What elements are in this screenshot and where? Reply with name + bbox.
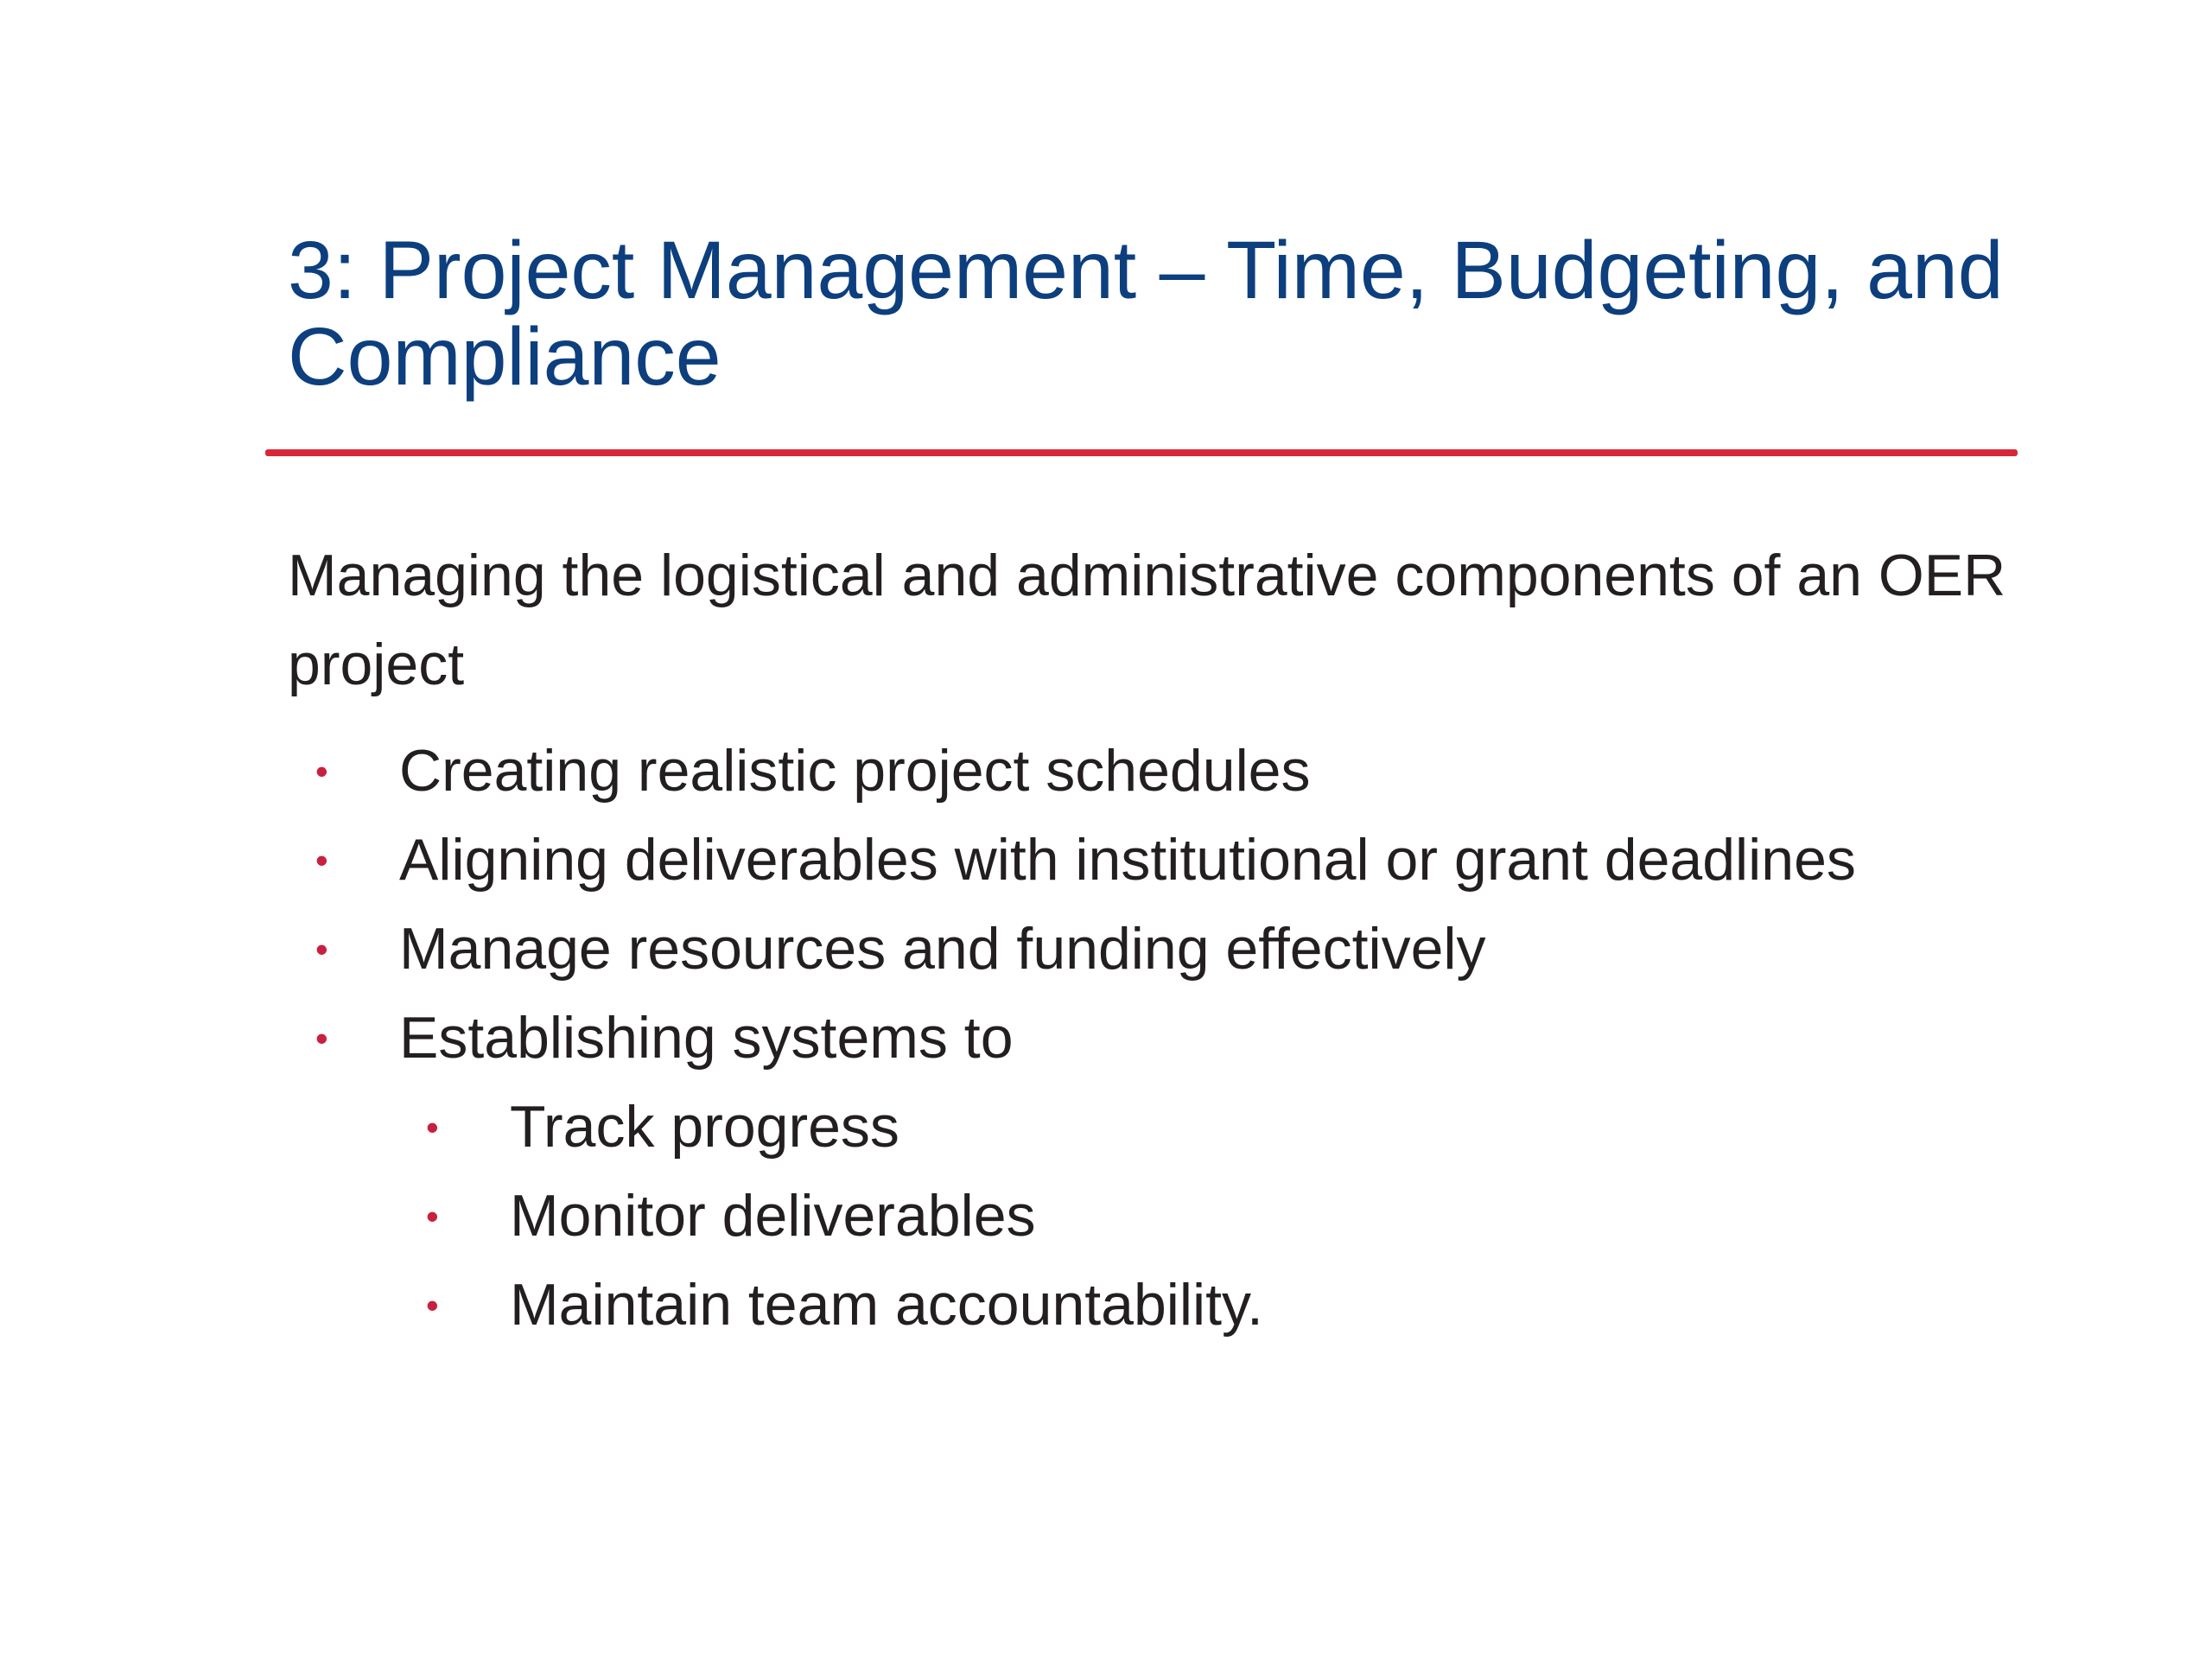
bullet-item bbox=[288, 994, 2016, 1083]
sub-bullet-text: Maintain team accountability. bbox=[510, 1272, 1263, 1338]
bullet-item bbox=[288, 816, 2016, 905]
bullet-text: Creating realistic project schedules bbox=[399, 738, 1311, 804]
bullet-dot-icon: • bbox=[315, 751, 328, 791]
bullet-text: Aligning deliverables with institutional or grant deadlines bbox=[399, 827, 1856, 893]
sub-bullet-item bbox=[288, 1172, 2016, 1261]
bullet-dot-icon: • bbox=[315, 1018, 328, 1058]
bullet-dot-icon: • bbox=[426, 1196, 439, 1236]
sub-bullet-item bbox=[288, 1261, 2016, 1350]
bullet-dot-icon: • bbox=[315, 840, 328, 880]
intro-text: Managing the logistical and administrative components of an OER project bbox=[288, 543, 2006, 697]
bullet-item bbox=[288, 727, 2016, 816]
bullet-dot-icon: • bbox=[315, 929, 328, 969]
bullet-dot-icon: • bbox=[426, 1285, 439, 1325]
sub-bullet-text: Track progress bbox=[510, 1094, 899, 1160]
slide-body bbox=[288, 531, 2016, 1350]
bullet-item bbox=[288, 905, 2016, 994]
bullet-text: Manage resources and funding effectively bbox=[399, 916, 1486, 982]
slide-title: 3: Project Management – Time, Budgeting, and Compliance bbox=[288, 225, 2004, 403]
sub-bullet-text: Monitor deliverables bbox=[510, 1183, 1036, 1249]
bullet-text: Establishing systems to bbox=[399, 1005, 1014, 1071]
sub-bullet-item bbox=[288, 1083, 2016, 1172]
title-divider bbox=[265, 449, 2018, 456]
bullet-list bbox=[288, 727, 2016, 1350]
bullet-dot-icon: • bbox=[426, 1107, 439, 1147]
